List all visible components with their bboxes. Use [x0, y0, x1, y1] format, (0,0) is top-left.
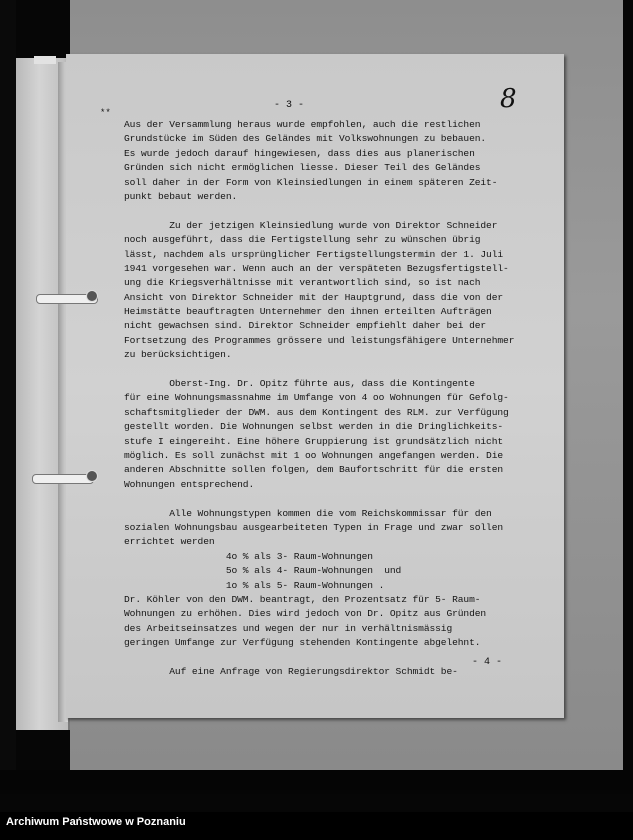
text-line: Auf eine Anfrage von Regierungsdirektor Schmidt be- — [124, 665, 458, 677]
page-marker: - 3 - — [274, 100, 305, 111]
text-line — [124, 204, 554, 218]
binder-tab — [34, 56, 56, 64]
binder-string-bottom — [32, 474, 94, 484]
archive-name: Archiwum Państwowe w Poznaniu — [6, 816, 186, 828]
text-line: 4o % als 3- Raum-Wohnungen — [124, 550, 373, 562]
top-mark: ** — [100, 108, 111, 118]
text-line: des Arbeitseinsatzes und wegen der nur in verhältnismässig — [124, 622, 453, 634]
text-line: 1941 vorgesehen war. Wenn auch an der verspäteten Bezugsfertigstell- — [124, 262, 509, 274]
text-line: 1o % als 5- Raum-Wohnungen . — [124, 579, 385, 591]
text-line — [124, 363, 554, 377]
text-line: geringen Umfange zur Verfügung stehenden Kontingente abgelehnt. — [124, 637, 481, 649]
text-line: Gründen sich nicht ermöglichen liesse. Dieser Teil des Geländes — [124, 162, 481, 174]
text-line: errichtet werden — [124, 536, 215, 548]
film-edge — [0, 0, 16, 790]
document-body — [124, 118, 554, 679]
binder-eyelet-bottom — [86, 470, 98, 482]
text-line: nicht gewachsen sind. Direktor Schneider empfiehlt daher bei der — [124, 320, 487, 332]
text-line: Grundstücke im Süden des Geländes mit Volkswohnungen zu bebauen. — [124, 133, 487, 145]
text-line: Ansicht von Direktor Schneider mit der Hauptgrund, dass die von der — [124, 291, 504, 303]
text-line: schaftsmitglieder der DWM. aus dem Kontingent des RLM. zur Verfügung — [124, 406, 509, 418]
text-line: noch ausgeführt, dass die Fertigstellung sehr zu wünschen übrig — [124, 234, 481, 246]
binder-eyelet-top — [86, 290, 98, 302]
text-line: Dr. Köhler von den DWM. beantragt, den Prozentsatz für 5- Raum- — [124, 593, 481, 605]
text-line — [124, 492, 554, 506]
text-line: zu berücksichtigen. — [124, 349, 232, 361]
film-bottom — [0, 770, 633, 794]
text-line: Wohnungen entsprechend. — [124, 478, 255, 490]
text-line: anderen Abschnitte sollen folgen, dem Baufortschritt für die ersten — [124, 464, 504, 476]
text-line: Alle Wohnungstypen kommen die vom Reichskommissar für den — [124, 507, 492, 519]
text-line: punkt bebaut werden. — [124, 190, 238, 202]
text-line: Es wurde jedoch darauf hingewiesen, dass dies aus planerischen — [124, 147, 475, 159]
text-line: Oberst-Ing. Dr. Opitz führte aus, dass die Kontingente — [124, 378, 475, 390]
text-line: sozialen Wohnungsbau ausgearbeiteten Typen in Frage und zwar sollen — [124, 521, 504, 533]
text-line: 5o % als 4- Raum-Wohnungen und — [124, 565, 402, 577]
text-line: Heimstätte beauftragten Unternehmer den ihnen erteilten Aufträgen — [124, 306, 492, 318]
text-line: möglich. Es soll zunächst mit 1 oo Wohnungen angefangen werden. Die — [124, 449, 504, 461]
text-line: lässt, nachdem als ursprünglicher Fertigstellungstermin der 1. Juli — [124, 248, 504, 260]
next-page-marker: - 4 - — [472, 657, 503, 668]
text-line: Zu der jetzigen Kleinsiedlung wurde von Direktor Schneider — [124, 219, 498, 231]
text-line: Wohnungen zu erhöhen. Dies wird jedoch von Dr. Opitz aus Gründen — [124, 608, 487, 620]
text-line: Aus der Versammlung heraus wurde empfohlen, auch die restlichen — [124, 119, 481, 130]
text-line: Fortsetzung des Programmes grössere und leistungsfähigere Unternehmer — [124, 334, 515, 346]
folio-number: 8 — [500, 84, 517, 114]
text-line: soll daher in der Form von Kleinsiedlungen in einem späteren Zeit- — [124, 176, 498, 188]
text-line: ung die Kriegsverhältnisse mit verantwortlich sind, so ist nach — [124, 277, 481, 289]
text-line: gestellt worden. Die Wohnungen selbst werden in die Dringlichkeits- — [124, 421, 504, 433]
text-line: für eine Wohnungsmassnahme im Umfange von 4 oo Wohnungen für Gefolg- — [124, 392, 509, 404]
text-line: stufe I eingereiht. Eine höhere Gruppierung ist grundsätzlich nicht — [124, 435, 504, 447]
